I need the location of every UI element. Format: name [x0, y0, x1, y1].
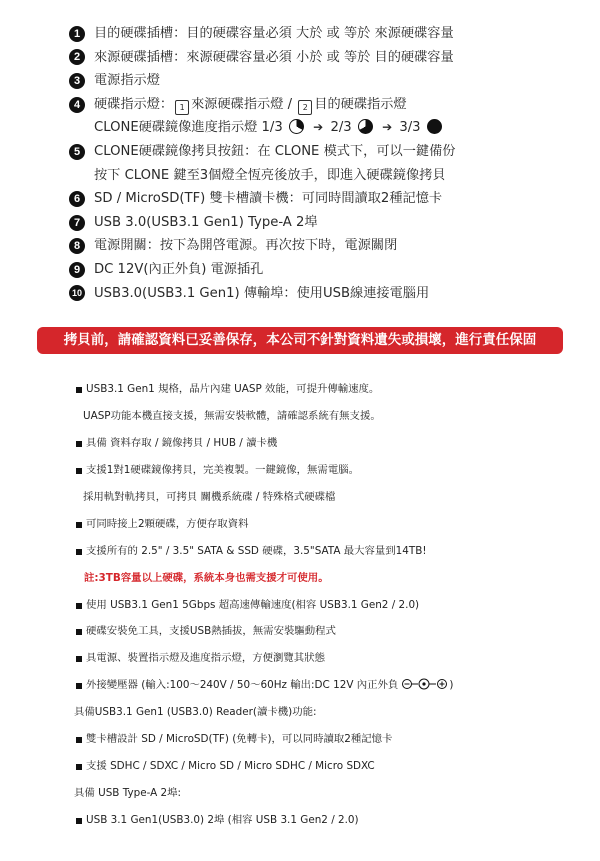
- legend-item-4-cont: [72, 116, 592, 140]
- feature-item: [76, 753, 586, 780]
- progress-step-3: 3/3: [399, 120, 421, 136]
- feature-text: 可同時接上2顆硬碟，方便存取資料: [86, 517, 249, 530]
- square-bullet-icon: [76, 603, 82, 609]
- feature-item: [76, 726, 586, 753]
- feature-text: 支援所有的 2.5" / 3.5" SATA & SSD 硬碟，3.5"SATA 最大容量到14TB!: [86, 544, 427, 557]
- number-badge: 3: [69, 73, 85, 89]
- polarity-symbol-icon: [401, 678, 449, 690]
- feature-item: [76, 807, 586, 834]
- square-bullet-icon: [76, 737, 82, 743]
- progress-third-icon: [289, 119, 304, 134]
- legend-text: 來源硬碟插槽：來源硬碟容量必須 小於 或 等於 目的硬碟容量: [94, 49, 454, 65]
- feature-item: [76, 484, 586, 511]
- feature-text: USB3.1 Gen1 規格，晶片內建 UASP 效能，可提升傳輸速度。: [86, 383, 380, 395]
- section-heading-text: 具備 USB Type-A 2埠:: [74, 787, 182, 800]
- progress-two-thirds-icon: [358, 119, 373, 134]
- square-bullet-icon: [76, 818, 82, 824]
- feature-item: [76, 403, 586, 430]
- number-badge: 5: [69, 144, 85, 160]
- legend-text: 電源開關：按下為開啓電源。再次按下時，電源關閉: [94, 238, 398, 254]
- warning-note: [76, 565, 586, 592]
- legend-text-post: 目的硬碟指示燈: [314, 96, 407, 112]
- feature-text: 支援1對1硬碟鏡像拷貝，完美複製。一鍵鏡像，無需電腦。: [86, 463, 359, 476]
- square-bullet-icon: [76, 549, 82, 555]
- legend-text: [94, 116, 444, 140]
- legend-item-3: [72, 69, 592, 93]
- hdd-1-icon: 1: [175, 100, 189, 115]
- number-badge: 1: [69, 26, 85, 42]
- section-heading: [76, 699, 586, 726]
- number-badge: 7: [69, 215, 85, 231]
- feature-item: [76, 645, 586, 672]
- number-badge: 8: [69, 238, 85, 254]
- legend-item-1: [72, 22, 592, 46]
- feature-item: [76, 538, 586, 565]
- feature-item: [76, 511, 586, 538]
- legend-text: USB3.0(USB3.1 Gen1) 傳輸埠：使用USB線連接電腦用: [94, 285, 430, 301]
- number-badge: 4: [69, 97, 85, 113]
- arrow-icon: ➔: [313, 120, 324, 135]
- number-badge: 10: [69, 285, 85, 301]
- numbered-legend: [72, 22, 592, 305]
- number-badge: 2: [69, 49, 85, 65]
- feature-list: [76, 376, 586, 834]
- square-bullet-icon: [76, 522, 82, 528]
- square-bullet-icon: [76, 441, 82, 447]
- feature-text: 具電源、裝置指示燈及進度指示燈，方便瀏覽其狀態: [86, 652, 325, 665]
- legend-item-5: [72, 140, 592, 164]
- feature-text: UASP功能本機直接支援，無需安裝軟體，請確認系統有無支援。: [83, 409, 381, 422]
- feature-item: [76, 376, 586, 403]
- feature-text: 使用 USB3.1 Gen1 5Gbps 超高速傳輸速度(相容 USB3.1 Gen2 / 2.0): [86, 598, 420, 611]
- progress-step-2: 2/3: [330, 120, 352, 136]
- legend-text: 按下 CLONE 鍵至3個燈全恆亮後放手，即進入硬碟鏡像拷貝: [94, 167, 446, 183]
- feature-text: 採用軌對軌拷貝，可拷貝 關機系統碟 / 特殊格式硬碟檔: [83, 490, 336, 503]
- legend-item-5-cont: [72, 164, 592, 188]
- feature-text: USB 3.1 Gen1(USB3.0) 2埠 (相容 USB 3.1 Gen2 / 2.0): [86, 814, 359, 826]
- feature-item: [76, 430, 586, 457]
- feature-text: 雙卡槽設計 SD / MicroSD(TF) (免轉卡)，可以同時讀取2種記憶卡: [86, 733, 393, 746]
- warning-note-text: 註:3TB容量以上硬碟，系統本身也需支援才可使用。: [84, 571, 329, 584]
- progress-full-icon: [427, 119, 442, 134]
- legend-text: USB 3.0(USB3.1 Gen1) Type-A 2埠: [94, 214, 318, 230]
- hdd-2-icon: 2: [298, 100, 312, 115]
- legend-item-9: [72, 258, 592, 282]
- arrow-icon: ➔: [382, 120, 393, 135]
- feature-item: [76, 457, 586, 484]
- feature-text: 支援 SDHC / SDXC / Micro SD / Micro SDHC / Micro SDXC: [86, 760, 375, 773]
- section-heading-text: 具備USB3.1 Gen1 (USB3.0) Reader(讀卡機)功能:: [74, 706, 317, 719]
- square-bullet-icon: [76, 764, 82, 770]
- legend-text-mid: 來源硬碟指示燈 /: [191, 96, 297, 112]
- feature-item: [76, 592, 586, 619]
- legend-item-8: [72, 234, 592, 258]
- section-heading: [76, 780, 586, 807]
- legend-text: 電源指示燈: [94, 73, 160, 89]
- legend-item-4: [72, 93, 592, 117]
- square-bullet-icon: [76, 656, 82, 662]
- adapter-spec-tail: ): [449, 679, 454, 692]
- feature-text: 硬碟安裝免工具，支援USB熱插拔，無需安裝驅動程式: [86, 625, 336, 638]
- progress-label: CLONE硬碟鏡像進度指示燈 1/3: [94, 120, 283, 136]
- legend-text: DC 12V(內正外負) 電源插孔: [94, 261, 264, 277]
- feature-item: [76, 672, 586, 699]
- legend-item-2: [72, 46, 592, 70]
- legend-item-6: [72, 187, 592, 211]
- legend-text: 目的硬碟插槽：目的硬碟容量必須 大於 或 等於 來源硬碟容量: [94, 26, 454, 41]
- legend-text: SD / MicroSD(TF) 雙卡槽讀卡機：可同時間讀取2種記憶卡: [94, 191, 443, 207]
- square-bullet-icon: [76, 468, 82, 474]
- legend-text: CLONE硬碟鏡像拷貝按鈕：在 CLONE 模式下，可以一鍵備份: [94, 143, 456, 159]
- square-bullet-icon: [76, 683, 82, 689]
- legend-item-7: [72, 211, 592, 235]
- legend-item-10: [72, 282, 592, 306]
- square-bullet-icon: [76, 629, 82, 635]
- feature-text: 具備 資料存取 / 鏡像拷貝 / HUB / 讀卡機: [86, 436, 278, 449]
- square-bullet-icon: [76, 387, 82, 393]
- number-badge: 9: [69, 262, 85, 278]
- feature-text: [86, 672, 453, 699]
- legend-text-pre: 硬碟指示燈：: [94, 96, 174, 112]
- number-badge: 6: [69, 191, 85, 207]
- legend-text: [94, 93, 407, 117]
- adapter-spec: 外接變壓器 (輸入:100～240V / 50～60Hz 輸出:DC 12V 內正外負: [86, 679, 399, 692]
- feature-item: [76, 618, 586, 645]
- warning-banner: 拷貝前，請確認資料已妥善保存，本公司不針對資料遺失或損壞，進行責任保固: [37, 327, 563, 354]
